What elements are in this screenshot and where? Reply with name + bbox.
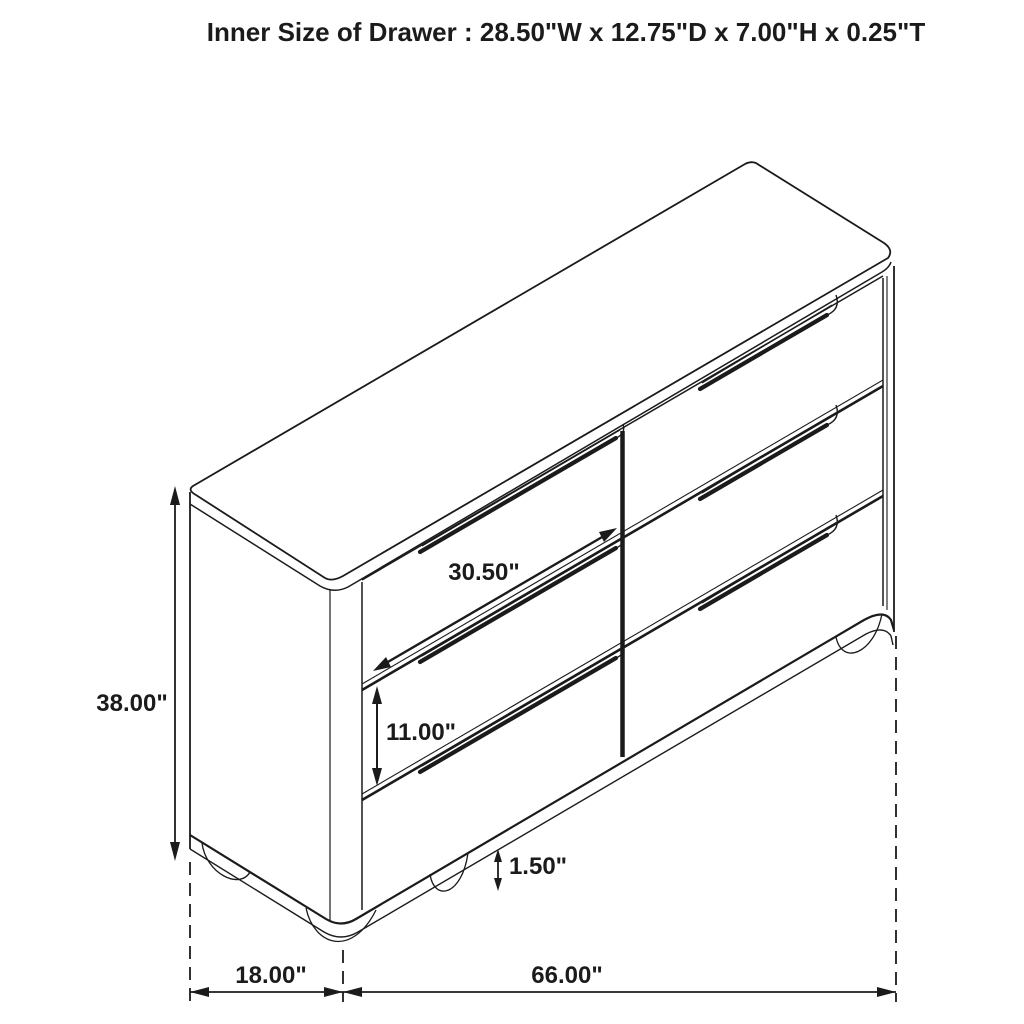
- arrowhead-down-icon: [494, 878, 502, 891]
- dim-depth-label: 18.00": [235, 962, 307, 989]
- dim-foot-clearance: [494, 849, 567, 891]
- handle-top-line: [422, 540, 620, 656]
- dim-depth-and-width: [190, 962, 896, 997]
- dresser-side-panel: [190, 492, 330, 921]
- top-surface-outline: [191, 162, 891, 579]
- handle-top-line: [702, 525, 832, 603]
- plinth-bottom-edge: [190, 630, 893, 937]
- drawer-handle-icon: [700, 315, 827, 389]
- handle-top-line: [702, 305, 832, 383]
- dim-foot-clearance-label: 1.50": [508, 853, 568, 880]
- arrowhead-right-icon: [877, 987, 896, 997]
- dim-width-label: 66.00": [531, 962, 603, 989]
- arrowhead-left-icon: [190, 987, 209, 997]
- drawer-bottom-left: [420, 644, 624, 772]
- drawer-handle-icon: [700, 425, 827, 499]
- foot-left: [202, 843, 250, 880]
- arrowhead-up-icon: [372, 686, 382, 704]
- dim-height: [96, 486, 180, 861]
- extension-lines: [190, 636, 896, 1002]
- handle-top-line: [422, 650, 620, 766]
- dim-drawer-width: [373, 528, 617, 671]
- dresser-front-frame: [362, 266, 894, 910]
- dim-drawer-width-line: [381, 533, 609, 666]
- dim-drawer-height-label: 11.00": [385, 719, 457, 746]
- handle-top-line: [422, 430, 620, 546]
- drawer-middle-left: [420, 534, 624, 662]
- handle-top-line: [702, 415, 832, 493]
- drawer-handle-icon: [420, 658, 616, 772]
- drawer-handle-icon: [700, 535, 827, 609]
- dim-drawer-width-label: 30.50": [448, 559, 520, 586]
- dim-height-label: 38.00": [96, 690, 168, 717]
- arrowhead-left-icon: [343, 987, 362, 997]
- page-title: Inner Size of Drawer : 28.50"W x 12.75"D x 7.00"H x 0.25"T: [206, 17, 926, 47]
- dresser-top: [190, 162, 891, 590]
- base-and-feet: [190, 614, 894, 941]
- arrowhead-down-icon: [170, 842, 180, 861]
- arrowhead-right-icon: [324, 987, 343, 997]
- arrowhead-up-icon: [170, 486, 180, 505]
- drawer-handle-icon: [420, 438, 616, 552]
